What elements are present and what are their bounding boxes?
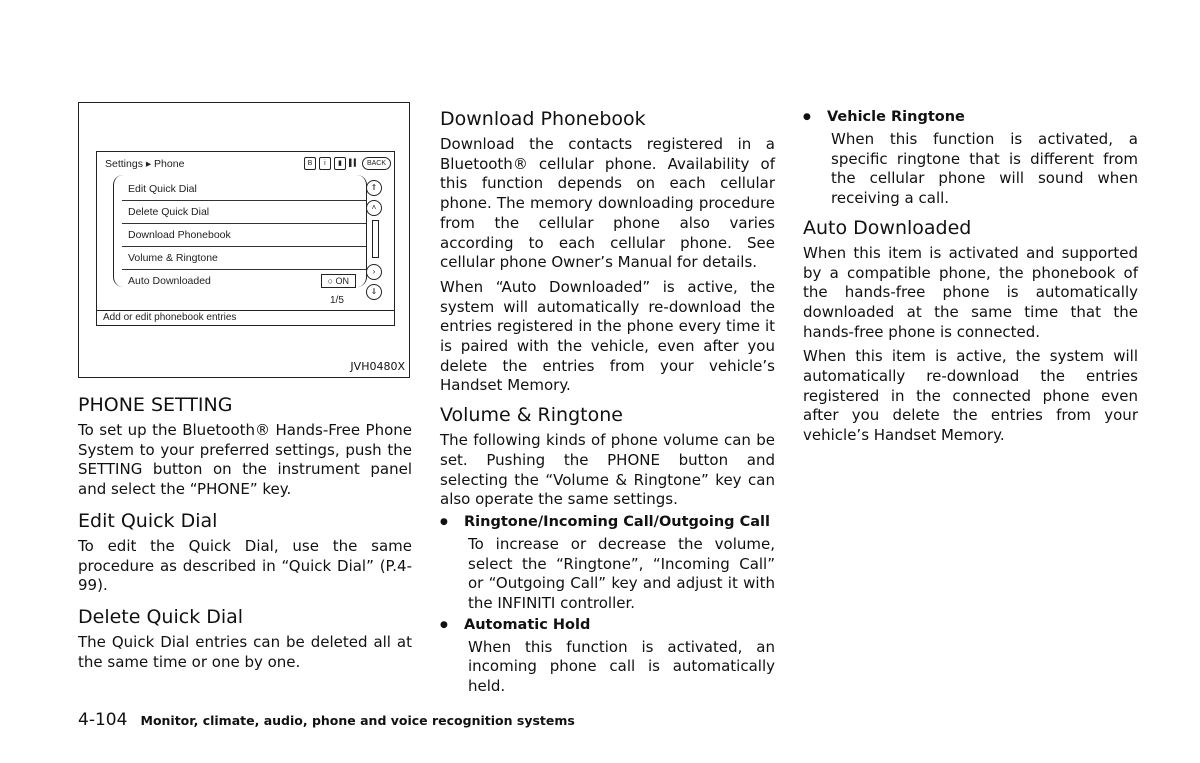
page-footer	[78, 710, 575, 730]
back-button[interactable]: BACK	[362, 157, 391, 170]
scroll-up-icon[interactable]: ˄	[366, 200, 382, 216]
scroll-down-icon[interactable]: ›	[366, 264, 382, 280]
volume-ringtone-heading: Volume & Ringtone	[440, 404, 623, 427]
bullet-automatic-hold	[440, 616, 775, 697]
menu-item-auto-downloaded[interactable]	[122, 270, 366, 292]
delete-quick-dial-text: The Quick Dial entries can be deleted all at the same time or one by one.	[78, 632, 412, 671]
bullet-title: ● Vehicle Ringtone	[827, 108, 1138, 127]
column-2	[440, 108, 775, 697]
download-phonebook-text-2: When “Auto Downloaded” is active, the system will automatically re-download the entries registered in the phone every time it is paired with the vehicle, even after you delete the entries from your vehicle’s Handset Memory.	[440, 277, 775, 395]
menu-item-delete-quick-dial[interactable]: Delete Quick Dial	[122, 201, 366, 224]
column-1	[78, 394, 412, 672]
bullet-title: ● Ringtone/Incoming Call/Outgoing Call	[464, 513, 775, 532]
menu-item-volume-ringtone[interactable]: Volume & Ringtone	[122, 247, 366, 270]
screen-illustration	[78, 102, 410, 378]
menu-item-edit-quick-dial[interactable]: Edit Quick Dial	[122, 178, 366, 201]
phone-setting-text: To set up the Bluetooth® Hands-Free Phone System to your preferred settings, push the SETTING button on the instrument panel and select the “PHONE” key.	[78, 421, 412, 499]
status-icons	[304, 157, 391, 170]
download-phonebook-text-1: Download the contacts registered in a Bluetooth® cellular phone. Availability of this function depends on each cellular phone. The memory downloading procedure from the cellular phone also varies according to each cellular phone. See cellular phone Owner’s Manual for details.	[440, 135, 775, 272]
auto-downloaded-text-2: When this item is active, the system will automatically re-download the entries registered in the connected phone even after you delete the entries from your vehicle’s Handset Memory.	[803, 347, 1138, 445]
auto-downloaded-text-1: When this item is activated and supported by a compatible phone, the phonebook of the hands-free phone is automatically downloaded at the same time that the hands-free phone is connected.	[803, 243, 1138, 341]
auto-download-toggle[interactable]: ○ ON	[321, 274, 356, 288]
page-indicator: 1/5	[330, 295, 344, 306]
settings-menu	[113, 175, 367, 287]
edit-quick-dial-text: To edit the Quick Dial, use the same procedure as described in “Quick Dial” (P.4-99).	[78, 536, 412, 595]
page-number: 4-104	[78, 710, 128, 730]
battery-icon: ▮	[334, 157, 346, 170]
auto-downloaded-heading: Auto Downloaded	[803, 216, 972, 239]
scroll-controls	[366, 180, 386, 300]
bluetooth-icon: B	[304, 157, 316, 170]
bullet-text: When this function is activated, an incoming phone call is automatically held.	[468, 637, 775, 696]
volume-ringtone-text: The following kinds of phone volume can be set. Pushing the PHONE button and selecting the “Volume & Ringtone” key can also operate the same settings.	[440, 431, 775, 509]
chapter-title: Monitor, climate, audio, phone and voice recognition systems	[140, 713, 575, 728]
scroll-bottom-icon[interactable]: ⇓	[366, 284, 382, 300]
bullet-ringtone	[440, 513, 775, 614]
download-phonebook-heading: Download Phonebook	[440, 108, 646, 130]
screen-footer-hint: Add or edit phonebook entries	[97, 310, 394, 325]
figure-id: JVH0480X	[350, 360, 405, 373]
breadcrumb: Settings ▸ Phone	[105, 158, 185, 170]
phone-setting-heading: PHONE SETTING	[78, 394, 233, 416]
bullet-title: ● Automatic Hold	[464, 616, 775, 635]
phone-settings-screen	[96, 151, 395, 326]
scroll-top-icon[interactable]: ⇑	[366, 180, 382, 196]
screen-header	[103, 156, 391, 172]
menu-item-label: Auto Downloaded	[128, 275, 211, 287]
bullet-vehicle-ringtone	[803, 108, 1138, 209]
signal-icon: ▌▍	[348, 160, 360, 167]
phone-status-icon: i	[319, 157, 331, 170]
bullet-text: When this function is activated, a specific ringtone that is different from the cellular phone will sound when receiving a call.	[831, 130, 1138, 208]
delete-quick-dial-heading: Delete Quick Dial	[78, 605, 244, 628]
menu-item-download-phonebook[interactable]: Download Phonebook	[122, 224, 366, 247]
column-3	[803, 108, 1138, 446]
edit-quick-dial-heading: Edit Quick Dial	[78, 509, 218, 532]
scrollbar[interactable]	[372, 220, 379, 258]
bullet-text: To increase or decrease the volume, select the “Ringtone”, “Incoming Call” or “Outgoing Call” key and adjust it with the INFINITI controller.	[468, 534, 775, 613]
